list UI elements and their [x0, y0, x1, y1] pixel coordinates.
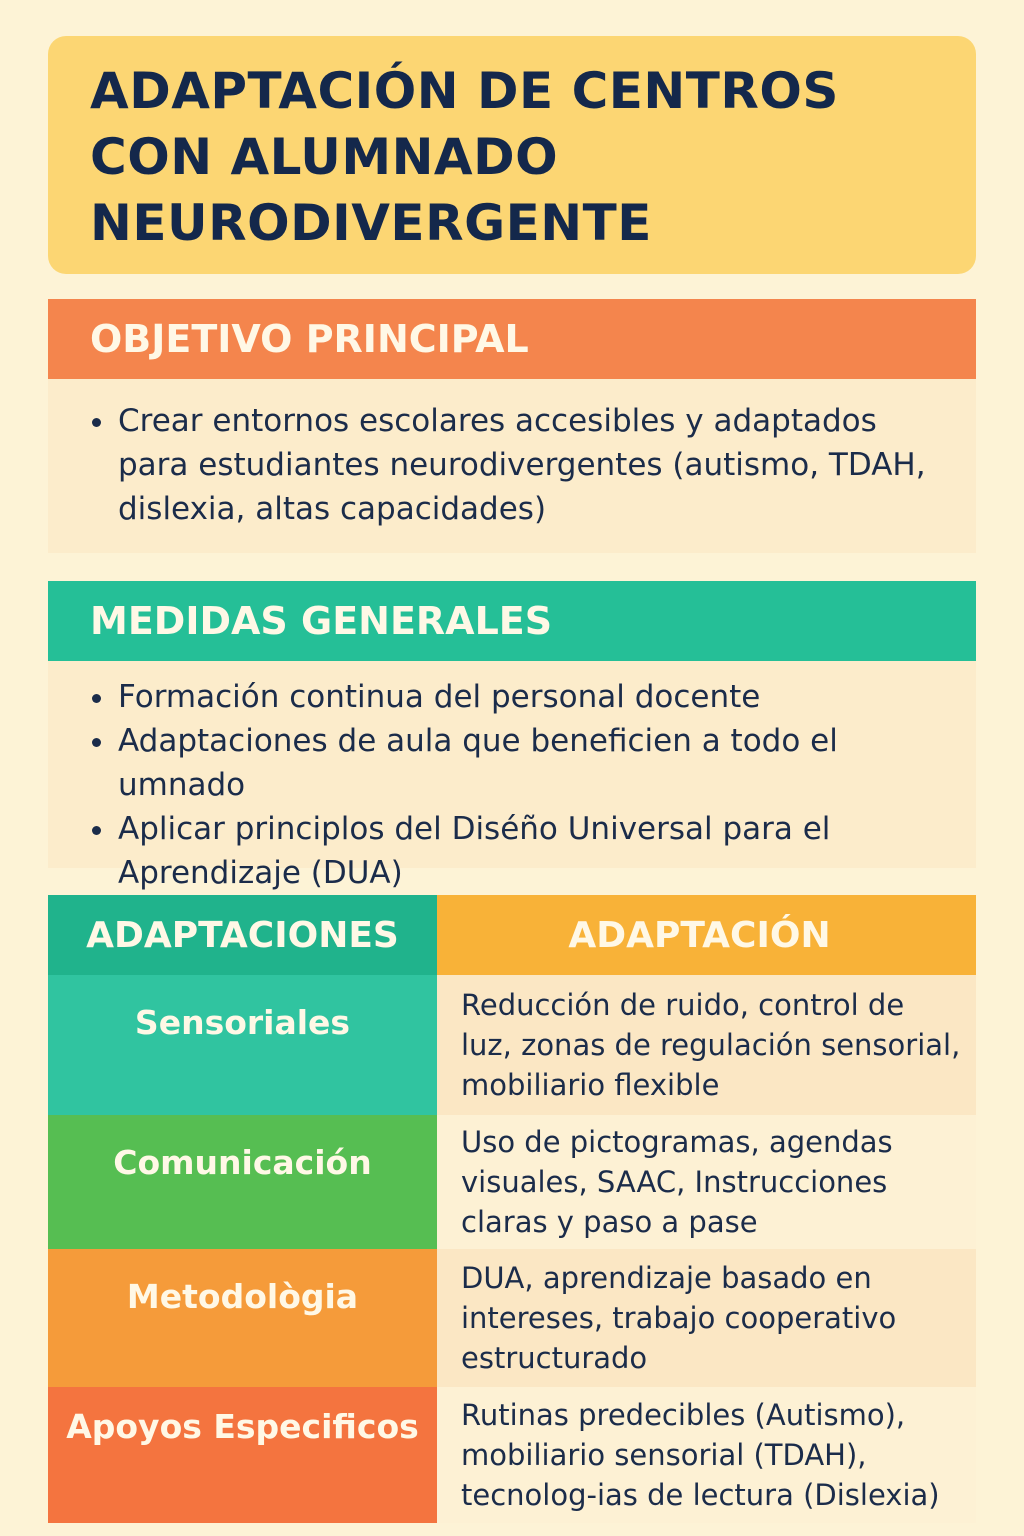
adaptaciones-table [48, 895, 976, 1523]
medidas-list [90, 675, 956, 895]
header-adaptacion: ADAPTACIÓN [437, 895, 976, 975]
row-description: Uso de pictogramas, agendas visuales, SAAC, Instrucciones claras y paso a pase [437, 1115, 976, 1249]
header-adaptaciones: ADAPTACIONES [48, 895, 437, 975]
medidas-heading: MEDIDAS GENERALES [48, 581, 976, 661]
title-line-3: NEURODIVERGENTE [90, 194, 652, 252]
objetivo-list [90, 399, 956, 531]
title-line-1: ADAPTACIÓN DE CENTROS [90, 62, 839, 120]
list-item: Aplicar principlos del Diséño Universal para el Aprendizaje (DUA) [90, 807, 956, 895]
page-title [90, 58, 934, 256]
medidas-body [48, 661, 976, 891]
row-category: Apoyos Especificos [48, 1387, 437, 1523]
row-description: Rutinas predecibles (Autismo), mobiliario sensorial (TDAH), tecnolog-ias de lectura (Dislexia) [437, 1387, 976, 1523]
row-category: Sensoriales [48, 975, 437, 1115]
row-category: Comunicación [48, 1115, 437, 1249]
table-row [48, 975, 976, 1115]
medidas-section [48, 581, 976, 891]
list-item: Adaptaciones de aula que beneficien a todo el umnado [90, 719, 956, 807]
list-item: Crear entornos escolares accesibles y adaptados para estudiantes neurodivergentes (autismo, TDAH, dislexia, altas capacidades) [90, 399, 956, 531]
row-description: Reducción de ruido, control de luz, zonas de regulación sensorial, mobiliario flexible [437, 975, 976, 1115]
title-banner [48, 36, 976, 274]
objetivo-heading: OBJETIVO PRINCIPAL [48, 299, 976, 379]
objetivo-section [48, 299, 976, 553]
table-header-row [48, 895, 976, 975]
objetivo-body [48, 379, 976, 553]
title-line-2: CON ALUMNADO [90, 128, 559, 186]
list-item: Formación continua del personal docente [90, 675, 956, 719]
row-description: DUA, aprendizaje basado en intereses, trabajo cooperativo estructurado [437, 1249, 976, 1387]
table-row [48, 1387, 976, 1523]
row-category: Metodològia [48, 1249, 437, 1387]
table-row [48, 1249, 976, 1387]
table-row [48, 1115, 976, 1249]
